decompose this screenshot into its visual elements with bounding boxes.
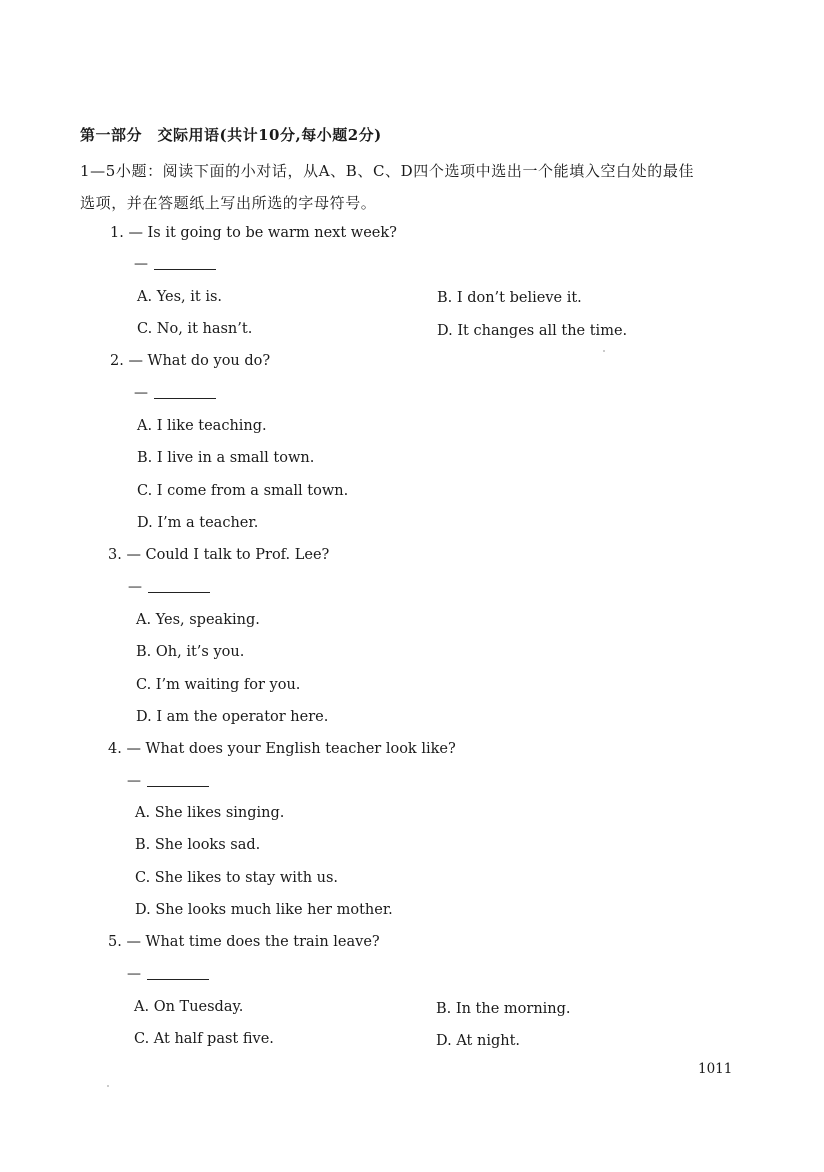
answer-dash: —: [134, 256, 148, 272]
question-4-stem: 4. — What does your English teacher look like?: [108, 741, 456, 757]
answer-dash: —: [134, 385, 148, 401]
section-title: 第一部分 交际用语(共计10分,每小题2分): [80, 126, 382, 144]
instruction-line-2: 选项，并在答题纸上写出所选的字母符号。: [80, 194, 377, 212]
question-2-stem: 2. — What do you do?: [110, 353, 271, 369]
question-3-option-d: D. I am the operator here.: [136, 709, 329, 725]
page-number: 1011: [698, 1061, 733, 1077]
question-2-option-d: D. I’m a teacher.: [137, 515, 259, 531]
question-3-answer-blank: [128, 579, 210, 595]
question-4-option-c: C. She likes to stay with us.: [135, 870, 339, 886]
question-1-option-c: C. No, it hasn’t.: [137, 321, 253, 337]
question-5-option-b: B. In the morning.: [436, 1001, 571, 1017]
question-3-stem: 3. — Could I talk to Prof. Lee?: [108, 547, 330, 563]
question-4-answer-blank: [127, 773, 209, 789]
question-1-option-a: A. Yes, it is.: [137, 289, 223, 305]
question-2-option-b: B. I live in a small town.: [137, 450, 315, 466]
question-2-option-c: C. I come from a small town.: [137, 483, 349, 499]
scan-speck: [603, 350, 605, 352]
answer-dash: —: [127, 966, 141, 982]
question-2-answer-blank: [134, 385, 216, 401]
question-2-option-a: A. I like teaching.: [137, 418, 267, 434]
question-3-option-b: B. Oh, it’s you.: [136, 644, 245, 660]
question-1-stem: 1. — Is it going to be warm next week?: [110, 225, 397, 241]
question-4-option-a: A. She likes singing.: [135, 805, 285, 821]
question-1-option-d: D. It changes all the time.: [437, 323, 628, 339]
question-5-option-c: C. At half past five.: [134, 1031, 274, 1047]
question-4-option-b: B. She looks sad.: [135, 837, 261, 853]
question-1-answer-blank: [134, 256, 216, 272]
question-5-option-a: A. On Tuesday.: [134, 999, 244, 1015]
question-5-option-d: D. At night.: [436, 1033, 521, 1049]
question-5-answer-blank: [127, 966, 209, 982]
question-3-option-a: A. Yes, speaking.: [136, 612, 260, 628]
scan-speck: [107, 1085, 109, 1087]
question-4-option-d: D. She looks much like her mother.: [135, 902, 393, 918]
answer-dash: —: [128, 579, 142, 595]
answer-dash: —: [127, 773, 141, 789]
question-3-option-c: C. I’m waiting for you.: [136, 677, 301, 693]
question-5-stem: 5. — What time does the train leave?: [108, 934, 380, 950]
instruction-line-1: 1—5小题：阅读下面的小对话，从A、B、C、D四个选项中选出一个能填入空白处的最佳: [80, 162, 695, 180]
question-1-option-b: B. I don’t believe it.: [437, 290, 582, 306]
